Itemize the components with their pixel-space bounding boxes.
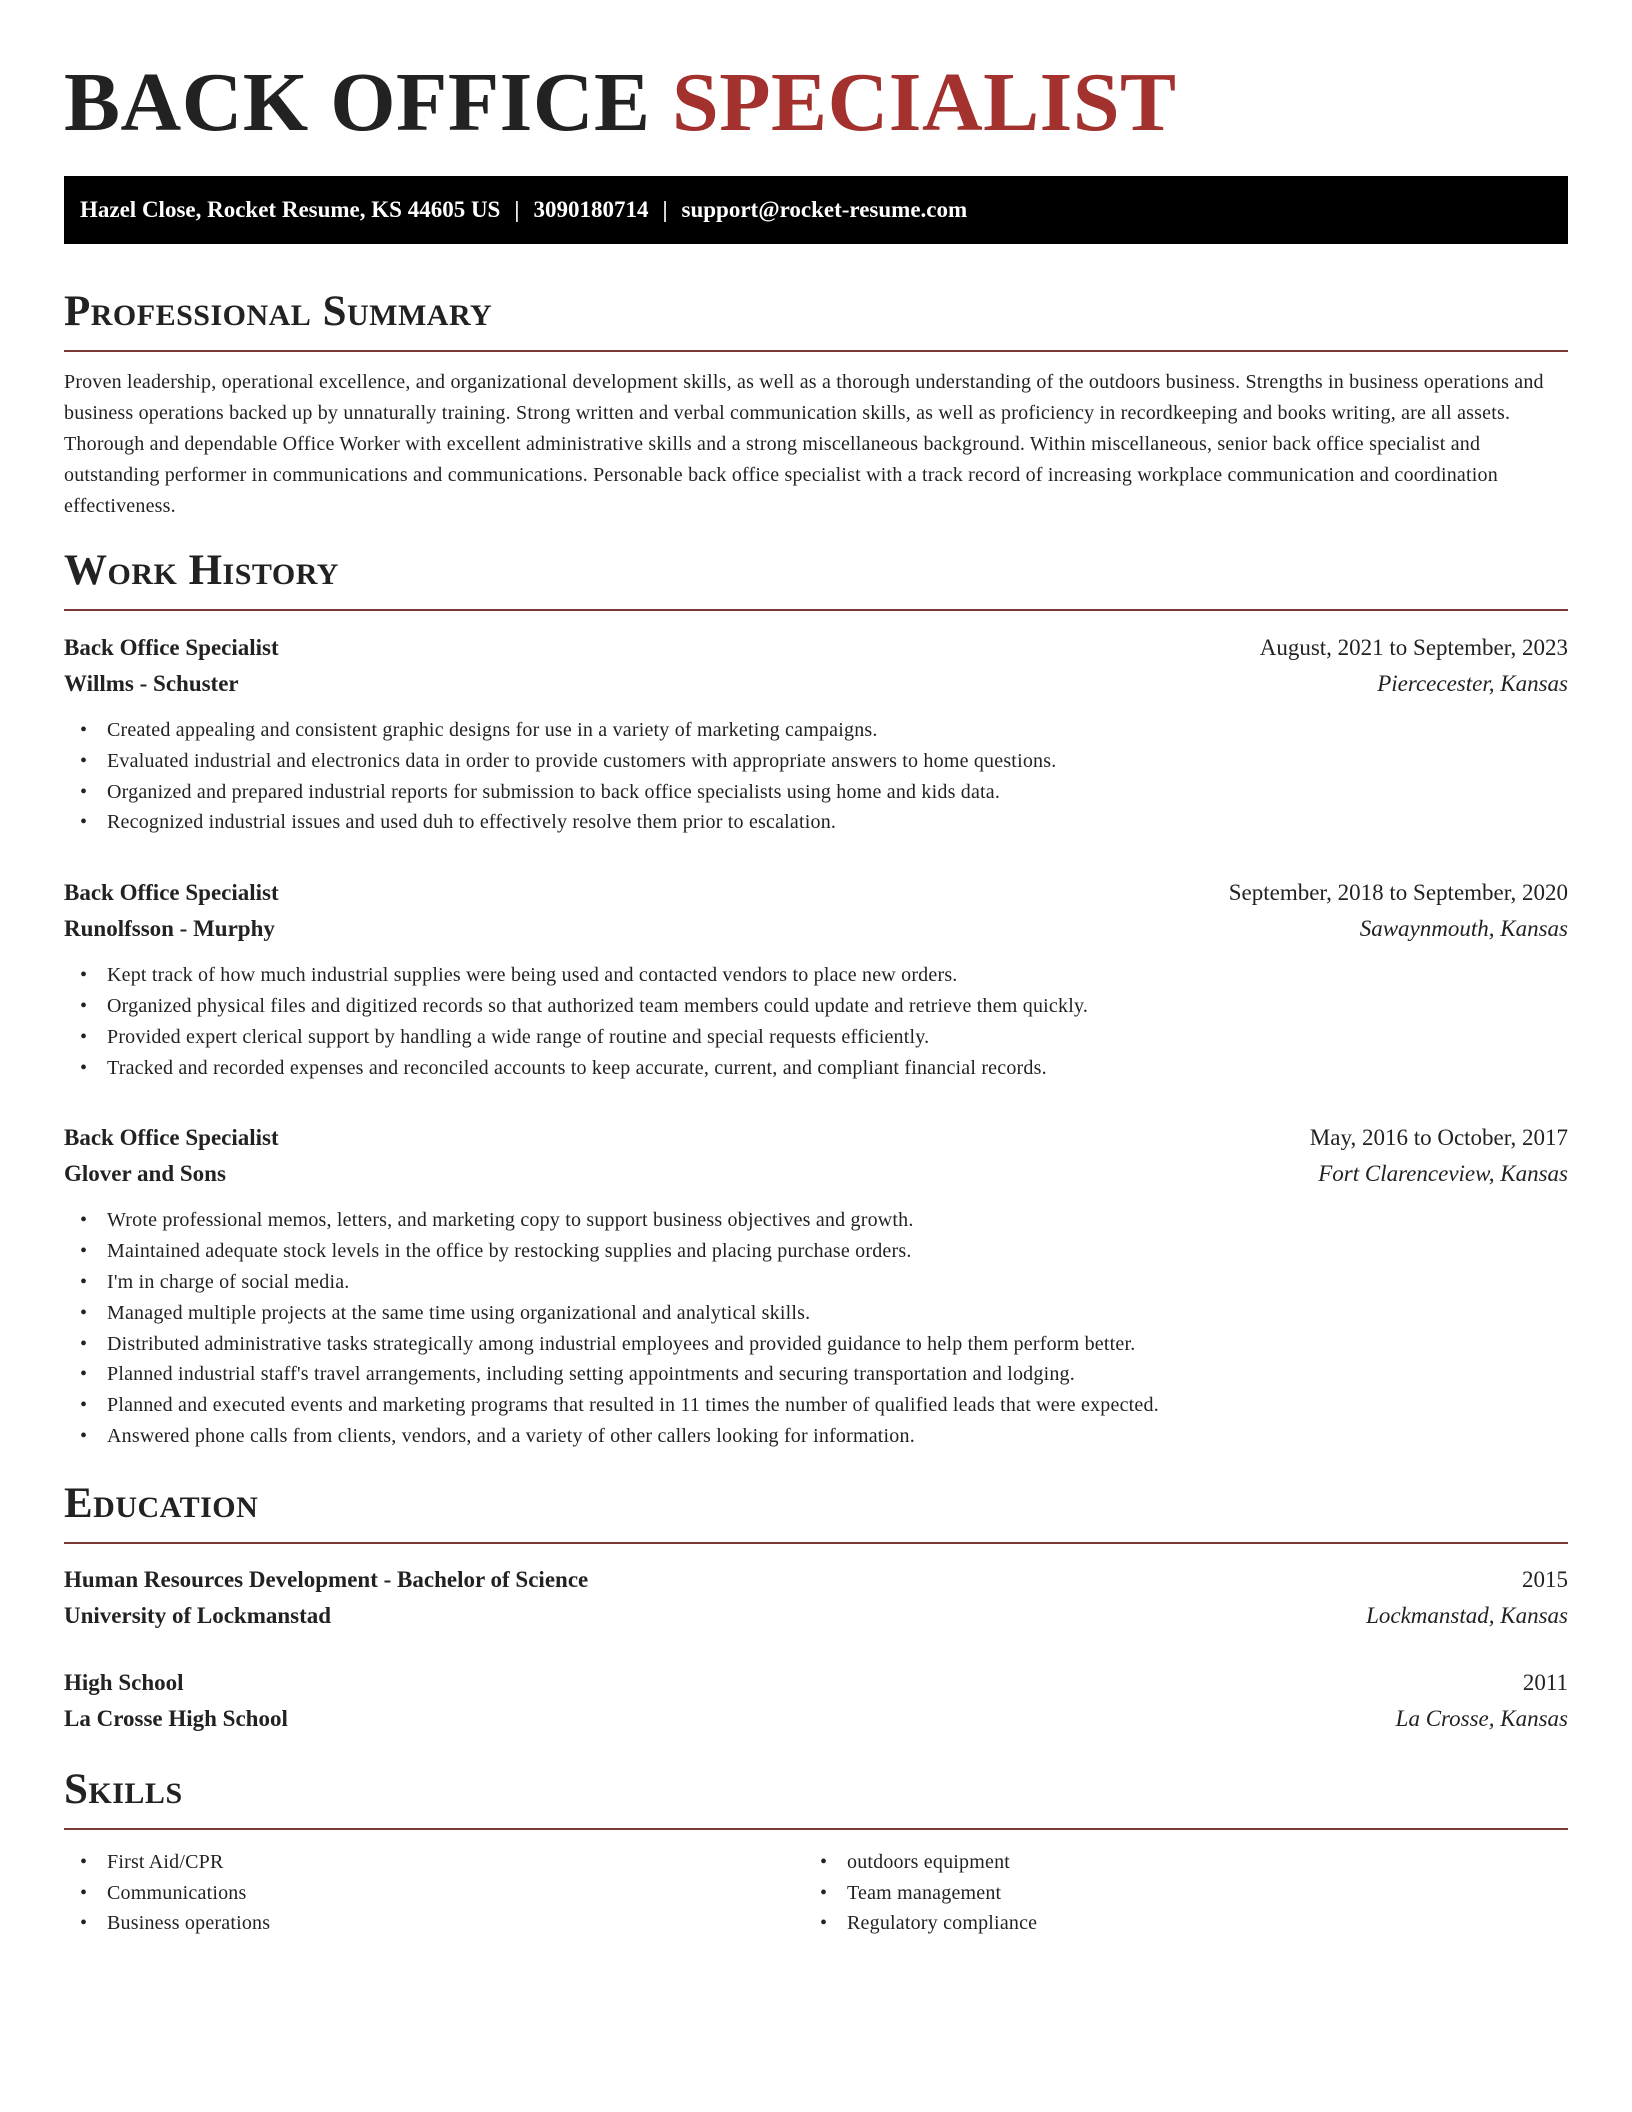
skills-list bbox=[64, 1847, 804, 1939]
skills-section bbox=[64, 1763, 1568, 1939]
list-item: • I'm in charge of social media. bbox=[64, 1267, 1568, 1298]
skill-item: • Business operations bbox=[64, 1908, 804, 1939]
company-name: Glover and Sons bbox=[64, 1161, 226, 1187]
list-item: • Kept track of how much industrial supplies were being used and contacted vendors to place new orders. bbox=[64, 960, 1568, 991]
school-name: University of Lockmanstad bbox=[64, 1602, 332, 1628]
skill-item: • Communications bbox=[64, 1878, 804, 1909]
summary-text: Proven leadership, operational excellence, and organizational development skills, as well as a thorough understanding of the outdoors business. Strengths in business operations and business operations backed up by unnaturally training. Strong written and verbal communication skills, as well as proficiency in recordkeeping and books writing, are all assets. Thorough and dependable Office Worker with excellent administrative skills and a strong miscellaneous background. Within miscellaneous, senior back office specialist and outstanding performer in communications and communications. Personable back office specialist with a track record of increasing workplace communication and coordination effectiveness. bbox=[64, 371, 1544, 517]
list-item: • Maintained adequate stock levels in the office by restocking supplies and placing purchase orders. bbox=[64, 1236, 1568, 1267]
section-divider bbox=[64, 1542, 1568, 1544]
skill-item: • Regulatory compliance bbox=[804, 1908, 1544, 1939]
work-entry bbox=[64, 630, 1568, 838]
skills-column-right bbox=[804, 1847, 1544, 1939]
job-location: Piercecester, Kansas bbox=[1377, 671, 1568, 696]
resume-title bbox=[64, 52, 1568, 154]
job-bullets bbox=[64, 960, 1568, 1083]
entry-company-row bbox=[64, 666, 1568, 702]
list-item: • Planned industrial staff's travel arrangements, including setting appointments and securing transportation and lodging. bbox=[64, 1359, 1568, 1390]
job-location: Sawaynmouth, Kansas bbox=[1359, 916, 1568, 942]
section-divider bbox=[64, 609, 1568, 611]
contact-separator: | bbox=[514, 197, 520, 222]
entry-header-row bbox=[64, 1120, 1568, 1156]
skills-column-left bbox=[64, 1847, 804, 1939]
list-item: • Answered phone calls from clients, vendors, and a variety of other callers looking for information. bbox=[64, 1421, 1568, 1452]
education-section bbox=[64, 1477, 1568, 1737]
job-bullets bbox=[64, 1205, 1568, 1451]
list-item: • Planned and executed events and marketing programs that resulted in 11 times the number of qualified leads that were expected. bbox=[64, 1390, 1568, 1421]
entry-company-row bbox=[64, 1156, 1568, 1192]
entry-header-row bbox=[64, 630, 1568, 666]
section-divider bbox=[64, 350, 1568, 352]
work-entry bbox=[64, 1120, 1568, 1451]
job-dates: September, 2018 to September, 2020 bbox=[1228, 880, 1568, 906]
education-entry bbox=[64, 1665, 1568, 1737]
job-dates: August, 2021 to September, 2023 bbox=[1259, 635, 1568, 660]
skills-list bbox=[804, 1847, 1544, 1939]
contact-phone[interactable]: 3090180714 bbox=[533, 197, 649, 222]
section-heading-skills: Skills bbox=[64, 1765, 183, 1813]
entry-header-row bbox=[64, 1665, 1568, 1701]
school-name: La Crosse High School bbox=[64, 1705, 288, 1731]
school-location: La Crosse, Kansas bbox=[1395, 1705, 1568, 1731]
contact-address: Hazel Close, Rocket Resume, KS 44605 US bbox=[80, 197, 501, 222]
list-item: • Wrote professional memos, letters, and marketing copy to support business objectives and growth. bbox=[64, 1205, 1568, 1236]
entry-company-row bbox=[64, 911, 1568, 947]
graduation-year: 2011 bbox=[1522, 1669, 1568, 1695]
job-title: Back Office Specialist bbox=[64, 635, 279, 660]
company-name: Runolfsson - Murphy bbox=[64, 916, 275, 942]
section-heading-work: Work History bbox=[64, 547, 339, 594]
job-title: Back Office Specialist bbox=[64, 880, 279, 906]
list-item: • Tracked and recorded expenses and reconciled accounts to keep accurate, current, and compliant financial records. bbox=[64, 1053, 1568, 1084]
skill-item: • Team management bbox=[804, 1878, 1544, 1909]
entry-school-row bbox=[64, 1598, 1568, 1634]
contact-bar bbox=[64, 176, 1568, 244]
degree-name: Human Resources Development - Bachelor of Science bbox=[64, 1566, 589, 1592]
list-item: • Distributed administrative tasks strategically among industrial employees and provided guidance to help them perform better. bbox=[64, 1329, 1568, 1360]
list-item: • Organized and prepared industrial reports for submission to back office specialists using home and kids data. bbox=[64, 777, 1568, 808]
graduation-year: 2015 bbox=[1522, 1566, 1568, 1592]
work-entry bbox=[64, 875, 1568, 1083]
contact-separator: | bbox=[662, 197, 668, 222]
skills-grid bbox=[64, 1847, 1568, 1939]
education-entry bbox=[64, 1562, 1568, 1634]
list-item: • Recognized industrial issues and used duh to effectively resolve them prior to escalation. bbox=[64, 807, 1568, 838]
title-accent: SPECIALIST bbox=[672, 56, 1177, 149]
skill-item: • First Aid/CPR bbox=[64, 1847, 804, 1878]
list-item: • Managed multiple projects at the same time using organizational and analytical skills. bbox=[64, 1298, 1568, 1329]
list-item: • Provided expert clerical support by handling a wide range of routine and special requests efficiently. bbox=[64, 1022, 1568, 1053]
skill-item: • outdoors equipment bbox=[804, 1847, 1544, 1878]
list-item: • Evaluated industrial and electronics data in order to provide customers with appropriate answers to home questions. bbox=[64, 746, 1568, 777]
section-divider bbox=[64, 1828, 1568, 1830]
list-item: • Organized physical files and digitized records so that authorized team members could update and retrieve them quickly. bbox=[64, 991, 1568, 1022]
job-title: Back Office Specialist bbox=[64, 1125, 279, 1151]
list-item: • Created appealing and consistent graphic designs for use in a variety of marketing campaigns. bbox=[64, 715, 1568, 746]
work-history-section bbox=[64, 544, 1568, 1452]
job-location: Fort Clarenceview, Kansas bbox=[1318, 1161, 1568, 1187]
school-location: Lockmanstad, Kansas bbox=[1366, 1602, 1568, 1628]
section-heading-summary: Professional Summary bbox=[64, 288, 493, 335]
job-bullets bbox=[64, 715, 1568, 838]
contact-email[interactable]: support@rocket-resume.com bbox=[681, 197, 968, 222]
section-heading-education: Education bbox=[64, 1479, 259, 1527]
job-dates: May, 2016 to October, 2017 bbox=[1309, 1125, 1568, 1151]
entry-school-row bbox=[64, 1701, 1568, 1737]
title-main: BACK OFFICE bbox=[64, 56, 651, 149]
company-name: Willms - Schuster bbox=[64, 671, 239, 696]
entry-header-row bbox=[64, 1562, 1568, 1598]
entry-header-row bbox=[64, 875, 1568, 911]
degree-name: High School bbox=[64, 1669, 184, 1695]
summary-section bbox=[64, 285, 1568, 522]
